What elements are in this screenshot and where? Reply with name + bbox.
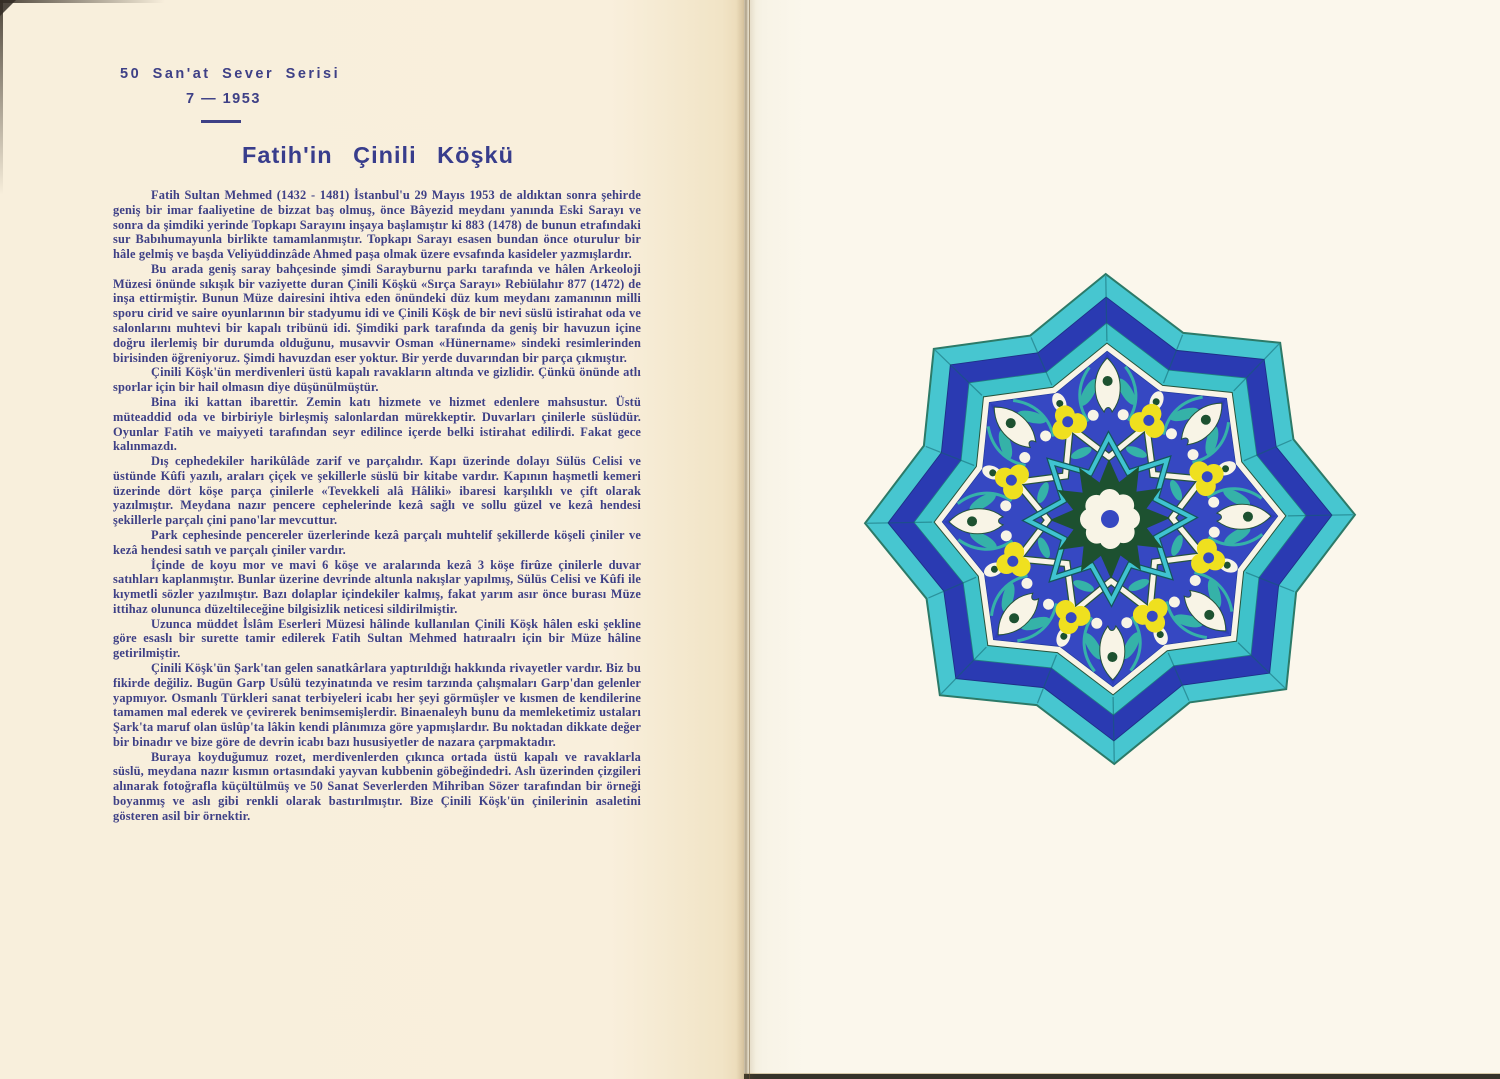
right-page — [744, 0, 1500, 1079]
paragraph: İçinde de koyu mor ve mavi 6 köşe ve aralarında kezâ 3 köşe firûze çinilerle duvar satıhları kaplanmıştır. Bunlar üzerine devrinde altunla nakışlar yapılmış, Sülüs Celisi ve Kûfi ile kıymetli sözler yazılmıştır. Bazı dolaplar içindekiler kalmış, fakat yarım asır önce burası Müze ittihaz olununca düzeltileceğine bilgisizlik neticesi sildirilmiştir. — [113, 557, 641, 616]
photo-edge-corner — [0, 0, 16, 16]
paragraph: Çinili Köşk'ün Şark'tan gelen sanatkârlara yaptırıldığı hakkında rivayetler vardır. Biz bu fikirde değiliz. Bugün Garp Usûlü tezyinatında ve resim tarzında çalışmaları Garp'dan gelenler yapmıyor. Osmanlı Türkleri sanat terbiyeleri icabı her şeyi görmüşler ve kısmen de kendilerine tamamen mal ederek ve çevirerek benimsemişlerdir. Binaenaleyh bunu da memleketimiz ustaları Şark'ta maruf olan üslûp'ta lâkin kendi plânımıza göre yapmışlardır. Bu noktadan dikkate değer bir binadır ve bize göre de devrin icabı bazı hususiyetler de nazara çarpmaktadır. — [113, 661, 641, 749]
paragraph: Fatih Sultan Mehmed (1432 - 1481) İstanbul'u 29 Mayıs 1953 de aldıktan sonra şehirde geniş bir imar faaliyetine de bizzat baş olmuş, önce Bâyezid meydanı yanında Eski Sarayı ve sonra da şimdiki yerinde Topkapı Sarayını inşaya başlamıştır ki 883 (1478) de bunun etrafındaki sur Babıhumayunla birlikte tamamlanmıştır. Topkapı Sarayı esasen bundan önce oturulur bir hâle gelmiş ve başda Veliyüddinzâde Ahmed paşa olmak üzere evsafında kasideler yazmışlardır. — [113, 188, 641, 262]
paragraph: Bu arada geniş saray bahçesinde şimdi Sarayburnu parkı tarafında ve hâlen Arkeoloji Müzesi önünde sıkışık bir vaziyette duran Çinili Köşkü «Sırça Sarayı» Rebiülahır 877 (1472) de inşa ettirmiştir. Bunun Müze dairesini ihtiva eden önündeki düz kum meydanı zamanının milli sporu cirid ve saire oyunlarının bir stadyumu idi ve Çinili Köşk de bir nevi süslü istirahat oda ve salonlarını muhtevi bir kapalı tribünü idi. Şimdiki park tarafında da geniş bir havuzun içine doğru ilerlemiş bir durumda olduğunu, musavvir Osman «Hünername» sindeki resimlerinden birisinden öğreniyoruz. Şimdi havuzdan eser yoktur. Bir yerde duvarından bir parça çıkmıştır. — [113, 261, 641, 365]
paragraph: Dış cephedekiler harikûlâde zarif ve parçalıdır. Kapı üzerinde dolayı Sülüs Celisi ve üstünde Kûfi yazılı, araları çiçek ve şekillerle süslü bir kitabe vardır. Kapının haşmetli kemeri üzerinde dört köşe parça çinilerle «Tevekkeli alâ Hâliki» ibaresi karşılıklı ve çift olarak yazılmıştır. Meydana nazır pencere cephelerinde kezâ sağlı ve sollu güzel ve kezâ hendesi şekillerle parçalı çini pano'lar mevcuttur. — [113, 454, 641, 528]
series-label: 50 San'at Sever Serisi — [120, 66, 341, 82]
photo-edge-left — [0, 0, 3, 195]
issue-number: 7 — 1953 — [186, 91, 261, 107]
page-fold-line — [749, 0, 750, 1079]
tile-rosette-illustration — [830, 239, 1390, 799]
paragraph: Buraya koyduğumuz rozet, merdivenlerden çıkınca ortada üstü kapalı ve ravaklarla süslü, meydana nazır kısmın ortasındaki yayvan kubbenin göbeğindedri. Aslı üzerinden çizgileri alınarak fotoğrafla küçültülmüş ve 50 Sanat Severlerden Mihriban Sözer tarafından bir örneği boyanmış ve aslı gibi renkli olarak bastırılmıştır. Bize Çinili Köşk'ün çinilerinin asaletini gösteren asil bir örnektir. — [113, 749, 641, 823]
photo-edge-top — [0, 0, 165, 3]
left-page — [0, 0, 744, 1079]
paragraph: Park cephesinde pencereler üzerlerinde kezâ parçalı muhtelif şekillerde köşeli çiniler ve kezâ hendesi satıh ve parçalı çiniler vardır. — [113, 527, 641, 557]
article-text — [113, 188, 641, 824]
page-title: Fatih'in Çinili Köşkü — [242, 142, 514, 168]
paragraph: Çinili Köşk'ün merdivenleri üstü kapalı ravakların altında ve gizlidir. Çünkü önünde atlı sporlar için bir hail olmasın diye düşünülmüştür. — [113, 365, 641, 395]
paragraph: Bina iki kattan ibarettir. Zemin katı hizmete ve hizmet edenlere mahsustur. Üstü müteaddid oda ve birbiriyle birleşmiş salonlardan mürekkeptir. Duvarları çinilerle süslüdür. Oyunlar Fatih ve maiyyeti tarafından seyr edilince içerde belki istirahat edilirdi. Fakat gece kalınmazdı. — [113, 394, 641, 454]
page-bottom-edge — [744, 1074, 1500, 1079]
paragraph: Uzunca müddet İslâm Eserleri Müzesi hâlinde kullanılan Çinili Köşk hâlen eski şekline göre esaslı bir surette tamir edilerek Fatih Sultan Mehmed hatıraalrı için bir Müze hâline getirilmiştir. — [113, 616, 641, 661]
issue-underline — [201, 120, 241, 123]
